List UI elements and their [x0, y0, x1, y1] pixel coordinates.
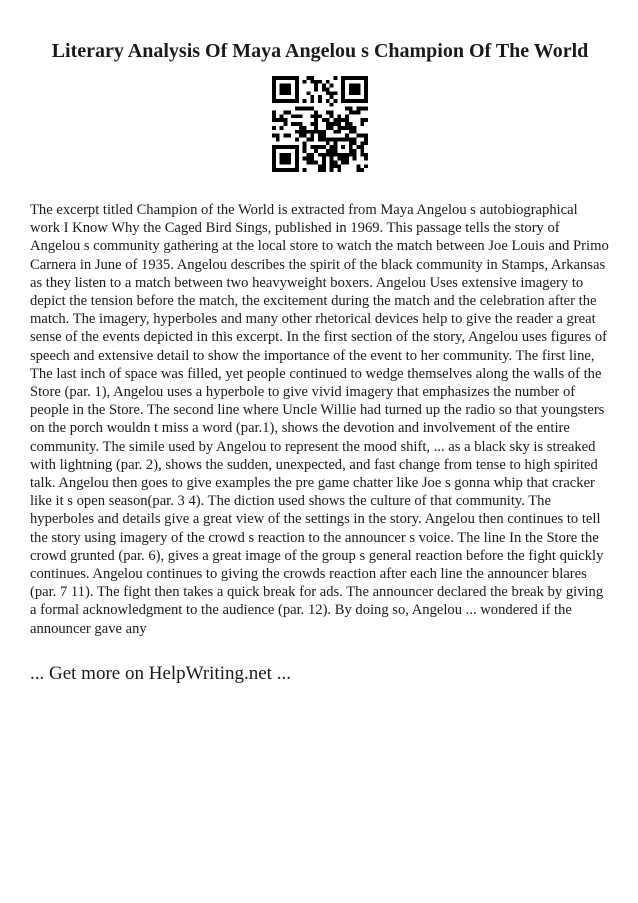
document-title: Literary Analysis Of Maya Angelou s Champion Of The World [51, 40, 589, 62]
body-paragraph: The excerpt titled Champion of the World is extracted from Maya Angelou s autobiographical work I Know Why the Caged Bird Sings, published in 1969. This passage tells the story of Angelou s community gathering at the local store to watch the match between Joe Louis and Primo Carnera in June of 1935. Angelou describes the spirit of the black community in Stamps, Arkansas as they listen to a match between two heavyweight boxers. Angelou Uses extensive imagery to depict the tension before the match, the excitement during the match and the celebration after the match. The imagery, hyperboles and many other rhetorical devices help to give the reader a great sense of the events depicted in this excerpt. In the first section of the story, Angelou uses figures of speech and extensive detail to show the importance of the event to her community. The first line, The last inch of space was filled, yet people continued to wedge themselves along the walls of the Store (par. 1), Angelou uses a hyperbole to give vivid imagery that emphasizes the number of people in the Store. The second line where Uncle Willie had turned up the radio so that youngsters on the porch wouldn t miss a word (par.1), shows the devotion and involvement of the entire community. The simile used by Angelou to represent the mood shift, ... as a black sky is streaked with lightning (par. 2), shows the sudden, unexpected, and fast change from tense to high spirited talk. Angelou then goes to give examples the pre game chatter like Joe s gonna whip that cracker like it s open season(par. 3 4). The diction used shows the culture of that community. The hyperboles and details give a great view of the settings in the story. Angelou then continues to tell the story using imagery of the crowd s reaction to the announcer s voice. The line In the Store the crowd grunted (par. 6), gives a great image of the group s general reaction before the fight quickly continues. Angelou continues to giving the crowds reaction after each line the announcer blares (par. 7 11). The fight then takes a quick break for ads. The announcer declared the break by giving a formal acknowledgment to the audience (par. 12). By doing so, Angelou ... wondered if the announcer gave any [30, 202, 609, 637]
get-more-link[interactable]: ... Get more on HelpWriting.net ... [30, 662, 291, 684]
qr-code [30, 76, 610, 172]
qr-code-icon [272, 76, 368, 172]
